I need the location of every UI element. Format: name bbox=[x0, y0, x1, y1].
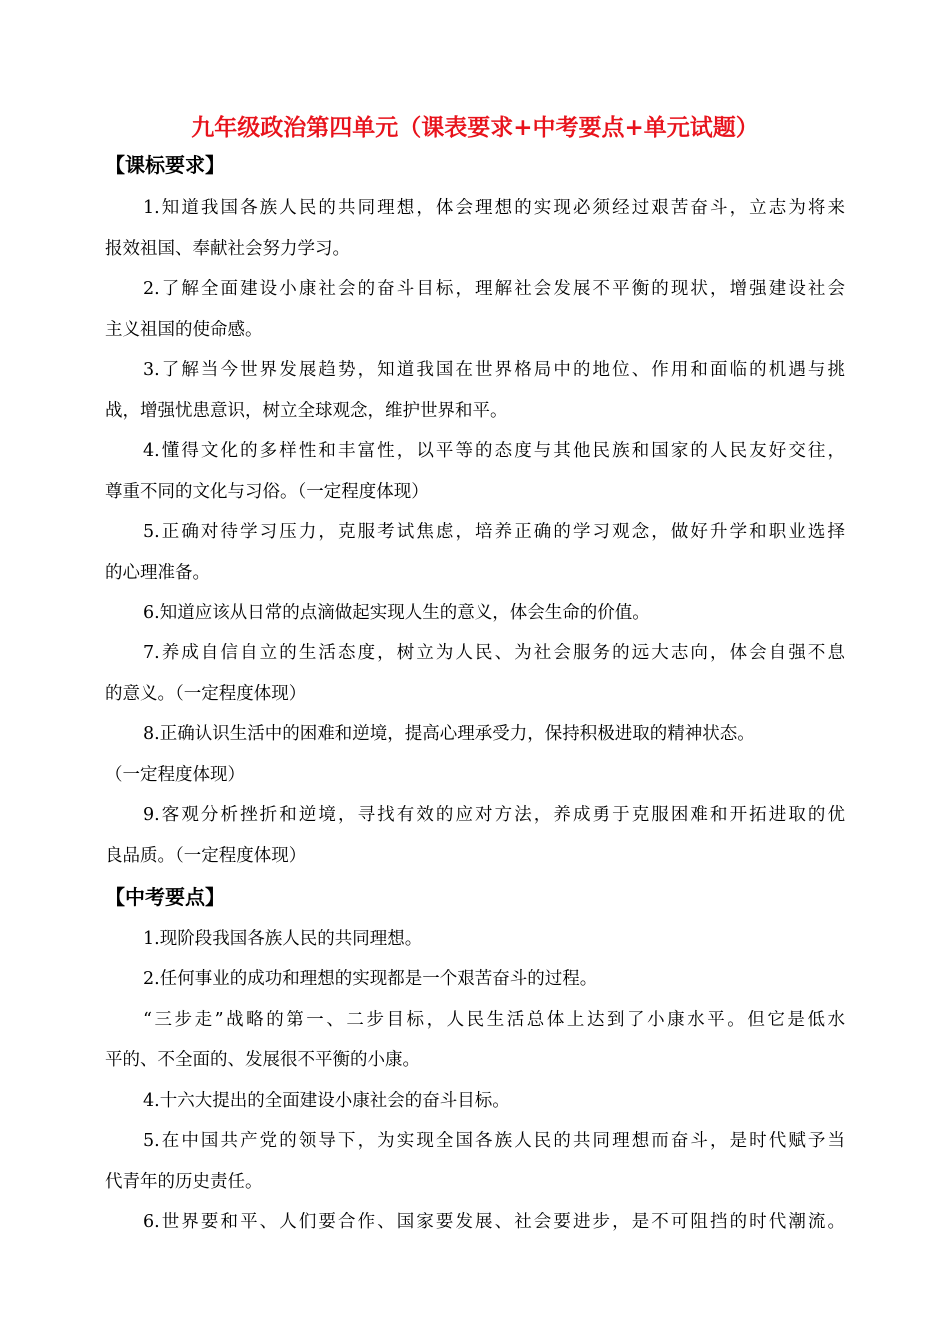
paragraph-line: （一定程度体现） bbox=[105, 765, 245, 785]
paragraph-line: 良品质。（一定程度体现） bbox=[105, 846, 307, 866]
paragraph-line: 5.在中国共产党的领导下，为实现全国各族人民的共同理想而奋斗，是时代赋予当 bbox=[143, 1131, 845, 1151]
paragraph-line: 4.懂得文化的多样性和丰富性，以平等的态度与其他民族和国家的人民友好交往， bbox=[143, 441, 845, 461]
paragraph-line: 6.知道应该从日常的点滴做起实现人生的意义，体会生命的价值。 bbox=[143, 603, 650, 623]
paragraph-line: 5.正确对待学习压力，克服考试焦虑，培养正确的学习观念，做好升学和职业选择 bbox=[143, 522, 845, 542]
paragraph-line: “三步走”战略的第一、二步目标，人民生活总体上达到了小康水平。但它是低水 bbox=[143, 1010, 845, 1030]
paragraph-line: 7.养成自信自立的生活态度，树立为人民、为社会服务的远大志向，体会自强不息 bbox=[143, 643, 845, 663]
paragraph-line: 主义祖国的使命感。 bbox=[105, 320, 263, 340]
paragraph-line: 2.了解全面建设小康社会的奋斗目标，理解社会发展不平衡的现状，增强建设社会 bbox=[143, 279, 845, 299]
paragraph-line: 8.正确认识生活中的困难和逆境，提高心理承受力，保持积极进取的精神状态。 bbox=[143, 724, 755, 744]
paragraph-line: 2.任何事业的成功和理想的实现都是一个艰苦奋斗的过程。 bbox=[143, 969, 598, 989]
paragraph-line: 9.客观分析挫折和逆境，寻找有效的应对方法，养成勇于克服困难和开拓进取的优 bbox=[143, 805, 845, 825]
paragraph-line: 报效祖国、奉献社会努力学习。 bbox=[105, 239, 350, 259]
paragraph-line: 战，增强忧患意识，树立全球观念，维护世界和平。 bbox=[105, 401, 508, 421]
paragraph-line: 代青年的历史责任。 bbox=[105, 1172, 263, 1192]
paragraph-line: 1.现阶段我国各族人民的共同理想。 bbox=[143, 929, 423, 949]
paragraph-line: 3.了解当今世界发展趋势，知道我国在世界格局中的地位、作用和面临的机遇与挑 bbox=[143, 360, 845, 380]
document-title: 九年级政治第四单元（课表要求+中考要点+单元试题） bbox=[191, 114, 759, 141]
paragraph-line: 的意义。（一定程度体现） bbox=[105, 684, 307, 704]
paragraph-line: 6.世界要和平、人们要合作、国家要发展、社会要进步，是不可阻挡的时代潮流。 bbox=[143, 1212, 845, 1232]
paragraph-line: 尊重不同的文化与习俗。（一定程度体现） bbox=[105, 482, 429, 502]
paragraph-line: 4.十六大提出的全面建设小康社会的奋斗目标。 bbox=[143, 1091, 510, 1111]
paragraph-line: 平的、不全面的、发展很不平衡的小康。 bbox=[105, 1050, 420, 1070]
paragraph-line: 1.知道我国各族人民的共同理想，体会理想的实现必须经过艰苦奋斗，立志为将来 bbox=[143, 198, 845, 218]
paragraph-line: 的心理准备。 bbox=[105, 563, 210, 583]
section-heading-exam-points: 【中考要点】 bbox=[105, 885, 225, 909]
section-heading-curriculum: 【课标要求】 bbox=[105, 153, 225, 177]
